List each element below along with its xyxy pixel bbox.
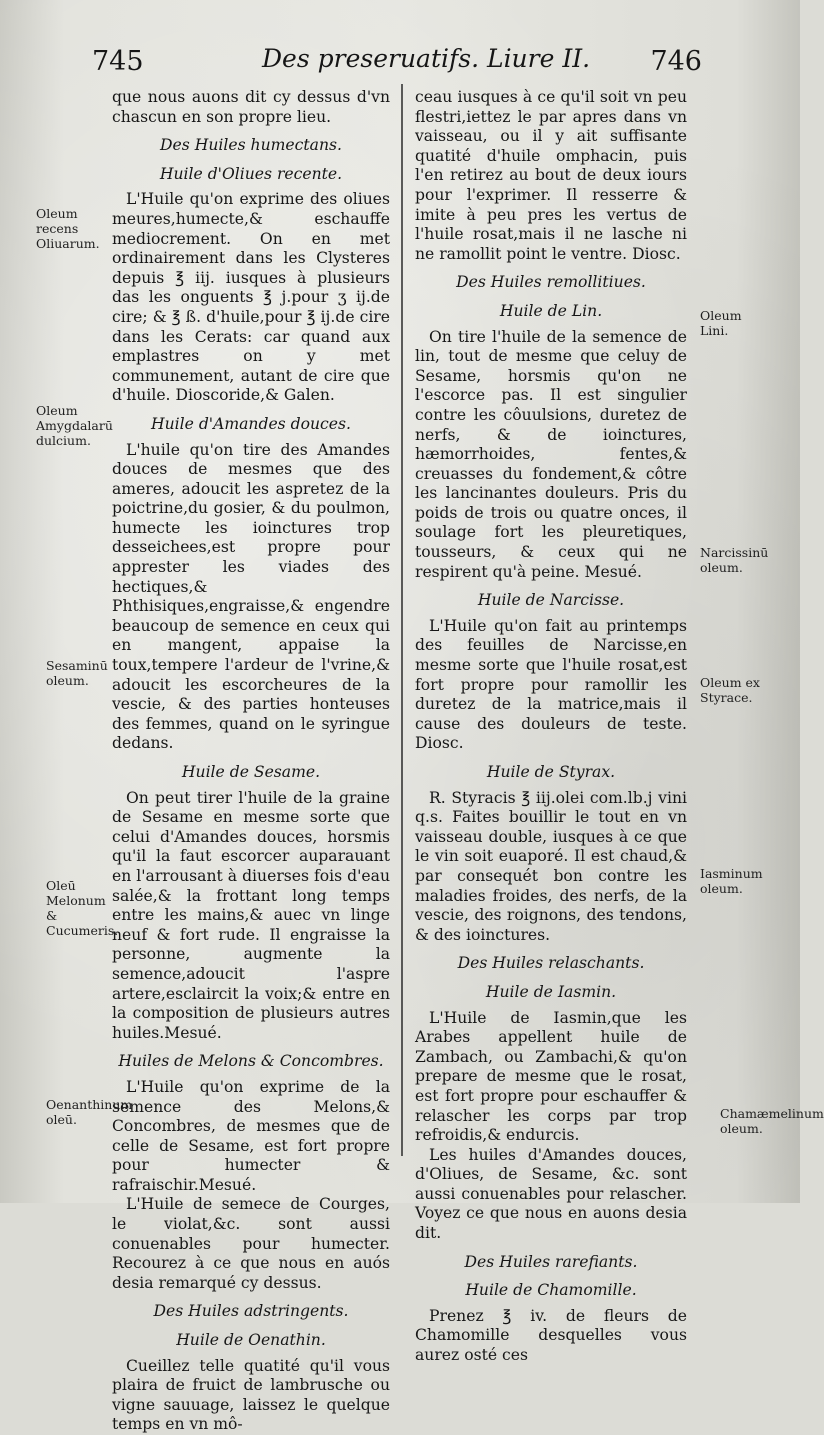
running-head bbox=[92, 44, 702, 78]
heading-huile-lin: Huile de Lin. bbox=[499, 301, 603, 320]
paragraph-oenathin-continued: ceau iusques à ce qu'il soit vn peu flestri,iettez le par apres dans vn vaisseau, ou il y ait suffisante quatité d'huile omphacin, puis l'en retirez au bout de deux iours pour l'exprimer. Il resserre & imite à peu pres les vertus de l'huile rosat,mais il ne lasche ni ne ramollit point le ventre. Diosc. bbox=[415, 88, 687, 263]
heading-huiles-rarefiants: Des Huiles rarefiants. bbox=[464, 1252, 638, 1271]
heading-huile-styrax: Huile de Styrax. bbox=[486, 763, 616, 781]
heading-huile-oliues: Huile d'Oliues recente. bbox=[159, 164, 343, 183]
left-column bbox=[112, 88, 390, 1435]
heading-huiles-melons: Huiles de Melons & Concombres. bbox=[118, 1052, 384, 1071]
running-title: Des preseruatifs. Liure II. bbox=[262, 44, 591, 73]
paragraph-huile-styrax: R. Styracis ℥ iij.olei com.lb.j vini q.s. Faites bouillir le tout en vn vaisseau double, iusques à ce que le vin soit euaporé. Il est chaud,& par consequét bon contre les maladies froides, des nerfs, de la vescie, des roignons, des tendons, & des ioinctures. bbox=[415, 788, 687, 944]
margin-note-oleum-amygdalarum: Oleum Amygdalarū dulcium. bbox=[36, 403, 113, 448]
margin-note-oleum-ex-styrace: Oleum ex Styrace. bbox=[700, 675, 760, 705]
heading-huile-amandes: Huile d'Amandes douces. bbox=[151, 414, 351, 433]
heading-huiles-adstringents: Des Huiles adstringents. bbox=[153, 1302, 349, 1321]
paragraph-huile-courges: L'Huile de semece de Courges, le violat,&c. sont aussi conuenables pour humecter. Recourez à ce que nous en auós desia remarqué cy dessus. bbox=[112, 1195, 390, 1292]
page-number-left: 745 bbox=[92, 46, 144, 77]
page-number-right: 746 bbox=[650, 46, 702, 77]
margin-note-oenanthinum-oleum: Oenanthinum oleū. bbox=[46, 1097, 133, 1127]
paragraph-huile-lin: On tire l'huile de la semence de lin, tout de mesme que celuy de Sesame, horsmis qu'on ne l'escorce pas. Il est singulier contre les côuulsions, duretez de nerfs, & de ioinctures, hæmorrhoides, fentes,& creuasses du fondement,& côtre les lancinantes douleurs. Pris du poids de trois ou quatre onces, il soulage fort les pleuretiques, tousseurs, & ceux qui ne respirent qu'à peine. Mesué. bbox=[415, 327, 687, 581]
heading-huiles-relaschants: Des Huiles relaschants. bbox=[457, 954, 645, 973]
margin-note-oleum-melonum: Oleū Melonum & Cucumeris. bbox=[46, 878, 119, 938]
column-divider bbox=[401, 84, 403, 1156]
heading-huiles-remollitiues: Des Huiles remollitiues. bbox=[456, 273, 646, 292]
paragraph-huile-oliues: L'Huile qu'on exprime des oliues meures,humecte,& eschauffe mediocrement. On en met ordinairement dans les Clysteres depuis ℥ iij. iusques à plusieurs das les onguents ℥ j.pour ʒ ij.de cire; & ℥ ß. d'huile,pour ℥ ij.de cire dans les Cerats: car quand aux emplastres on y met communement, autant de cire que d'huile. Dioscoride,& Galen. bbox=[112, 190, 390, 405]
margin-note-sesaminum-oleum: Sesaminū oleum. bbox=[46, 658, 108, 688]
paragraph-huile-narcisse: L'Huile qu'on fait au printemps des feuilles de Narcisse,en mesme sorte que l'huile rosat,est fort propre pour ramollir les duretez de la matrice,mais il cause des douleurs de teste. Diosc. bbox=[415, 616, 687, 753]
heading-huile-chamomille: Huile de Chamomille. bbox=[465, 1281, 637, 1300]
margin-note-oleum-lini: Oleum Lini. bbox=[700, 308, 742, 338]
paragraph-huile-amandes: L'huile qu'on tire des Amandes douces de mesmes que des ameres, adoucit les aspretez de la poictrine,du gosier, & du poulmon, humecte les ioinctures trop desseichees,est propre pour apprester les viades des hectiques,& Phthisiques,engraisse,& engendre beaucoup de semence en ceux qui en mangent, appaise la toux,tempere l'ardeur de l'vrine,& adoucit les escorcheures de la vescie, & des parties honteuses des femmes, quand on le syringue dedans. bbox=[112, 440, 390, 753]
heading-huile-narcisse: Huile de Narcisse. bbox=[477, 591, 625, 610]
paragraph-huiles-relascher: Les huiles d'Amandes douces, d'Oliues, de Sesame, &c. sont aussi conuenables pour relascher. Voyez ce que nous en auons desia dit. bbox=[415, 1145, 687, 1243]
margin-note-oleum-oliuarum: Oleum recens Oliuarum. bbox=[36, 206, 100, 251]
margin-note-narcissinum-oleum: Narcissinū oleum. bbox=[700, 545, 769, 575]
heading-huile-iasmin: Huile de Iasmin. bbox=[485, 982, 617, 1001]
left-intro: que nous auons dit cy dessus d'vn chascun en son propre lieu. bbox=[112, 88, 390, 126]
paragraph-huile-chamomille: Prenez ℥ iv. de fleurs de Chamomille desquelles vous aurez osté ces bbox=[415, 1306, 687, 1365]
paragraph-huile-oenathin: Cueillez telle quatité qu'il vous plaira de fruict de lambrusche ou vigne sauuage, laissez le quelque temps en vn mô- bbox=[112, 1356, 390, 1434]
heading-huile-sesame: Huile de Sesame. bbox=[181, 763, 321, 781]
heading-huiles-humectans: Des Huiles humectans. bbox=[160, 136, 342, 155]
margin-note-chamaemelinum-oleum: Chamæmelinum oleum. bbox=[720, 1106, 824, 1136]
paragraph-huile-iasmin: L'Huile de Iasmin,que les Arabes appellent huile de Zambach, ou Zambachi,& qu'on prepare de mesme que le rosat, est fort propre pour eschauffer & relascher les corps par trop refroidis,& endurcis. bbox=[415, 1008, 687, 1145]
margin-note-iasminum-oleum: Iasminum oleum. bbox=[700, 866, 763, 896]
heading-huile-oenathin: Huile de Oenathin. bbox=[176, 1331, 326, 1350]
paragraph-huile-sesame: On peut tirer l'huile de la graine de Sesame en mesme sorte que celui d'Amandes douces, horsmis qu'il la faut escorcer auparauant en l'arrousant à diuerses fois d'eau salée,& la frottant long temps entre les mains,& auec vn linge neuf & fort rude. Il engraisse la personne, augmente la semence,adoucit l'aspre artere,esclaircit la voix;& entre en la composition de plusieurs autres huiles.Mesué. bbox=[112, 788, 390, 1042]
right-column bbox=[415, 88, 687, 1366]
paragraph-huiles-melons: L'Huile qu'on exprime de la semence des Melons,& Concombres, de mesmes que de celle de Sesame, est fort propre pour humecter & rafraischir.Mesué. bbox=[112, 1077, 390, 1194]
